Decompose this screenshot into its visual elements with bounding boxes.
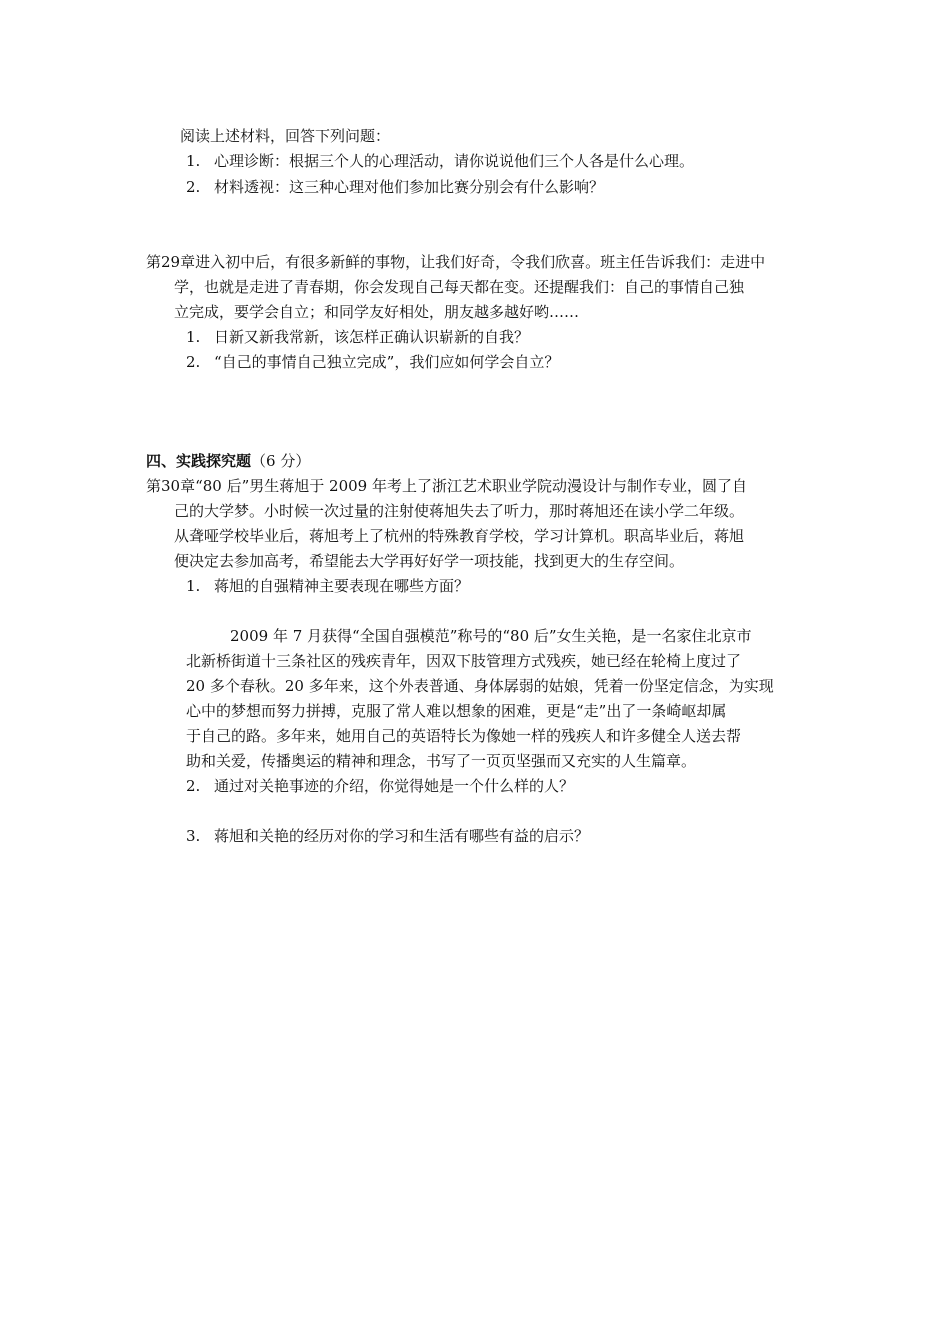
question-text: 心理诊断：根据三个人的心理活动，请你说说他们三个人各是什么心理。	[214, 152, 695, 170]
question-item	[186, 826, 589, 848]
question-text: 日新又新我常新，该怎样正确认识崭新的自我？	[214, 328, 530, 346]
material-paragraph-line: 20 多个春秋。20 多年来，这个外表普通、身体孱弱的姑娘，凭着一份坚定信念，为实现	[186, 677, 774, 695]
question-item	[186, 352, 559, 374]
question-item	[186, 327, 529, 349]
question-number: 2.	[186, 777, 201, 795]
section-heading-title: 四、实践探究题	[146, 452, 252, 470]
question-text: 蒋旭的自强精神主要表现在哪些方面？	[214, 577, 470, 595]
question-number: 2.	[186, 178, 201, 196]
question-text: 材料透视：这三种心理对他们参加比赛分别会有什么影响？	[214, 178, 605, 196]
reading-instruction: 阅读上述材料，回答下列问题：	[180, 127, 391, 145]
chapter-29-paragraph-line: 立完成，要学会自立；和同学友好相处，朋友越多越好哟……	[174, 303, 580, 321]
question-item	[186, 177, 604, 199]
question-text: 蒋旭和关艳的经历对你的学习和生活有哪些有益的启示？	[214, 827, 590, 845]
question-text: 通过对关艳事迹的介绍，你觉得她是一个什么样的人？	[214, 777, 575, 795]
chapter-30-paragraph-line: 便决定去参加高考，希望能去大学再好好学一项技能，找到更大的生存空间。	[174, 552, 685, 570]
material-paragraph-line: 心中的梦想而努力拼搏，克服了常人难以想象的困难，更是“走”出了一条崎岖却属	[186, 702, 727, 720]
chapter-30-paragraph-line: 己的大学梦。小时候一次过量的注射使蒋旭失去了听力，那时蒋旭还在读小学二年级。	[174, 502, 745, 520]
chapter-30-paragraph-line: 从聋哑学校毕业后，蒋旭考上了杭州的特殊教育学校，学习计算机。职高毕业后，蒋旭	[174, 527, 745, 545]
question-item	[186, 776, 574, 798]
section-heading-score: （6 分）	[251, 452, 311, 470]
question-number: 1.	[186, 577, 201, 595]
question-text: “自己的事情自己独立完成”，我们应如何学会自立？	[214, 353, 560, 371]
material-paragraph-line: 助和关爱，传播奥运的精神和理念，书写了一页页坚强而又充实的人生篇章。	[186, 752, 697, 770]
question-number: 1.	[186, 328, 201, 346]
material-paragraph-line: 于自己的路。多年来，她用自己的英语特长为像她一样的残疾人和许多健全人送去帮	[186, 727, 742, 745]
section-heading	[146, 451, 310, 473]
material-paragraph-line: 2009 年 7 月获得“全国自强模范”称号的“80 后”女生关艳，是一名家住北京市	[230, 627, 752, 645]
chapter-29-paragraph-line: 第29章进入初中后，有很多新鲜的事物，让我们好奇，令我们欣喜。班主任告诉我们：走进中	[146, 253, 766, 271]
material-paragraph-line: 北新桥街道十三条社区的残疾青年，因双下肢管理方式残疾，她已经在轮椅上度过了	[186, 652, 742, 670]
question-item	[186, 576, 469, 598]
question-number: 3.	[186, 827, 201, 845]
question-item	[186, 151, 694, 173]
chapter-30-paragraph-line: 第30章“80 后”男生蒋旭于 2009 年考上了浙江艺术职业学院动漫设计与制作专业，圆了自	[146, 477, 747, 495]
question-number: 1.	[186, 152, 201, 170]
chapter-29-paragraph-line: 学，也就是走进了青春期，你会发现自己每天都在变。还提醒我们：自己的事情自己独	[174, 278, 745, 296]
question-number: 2.	[186, 353, 201, 371]
